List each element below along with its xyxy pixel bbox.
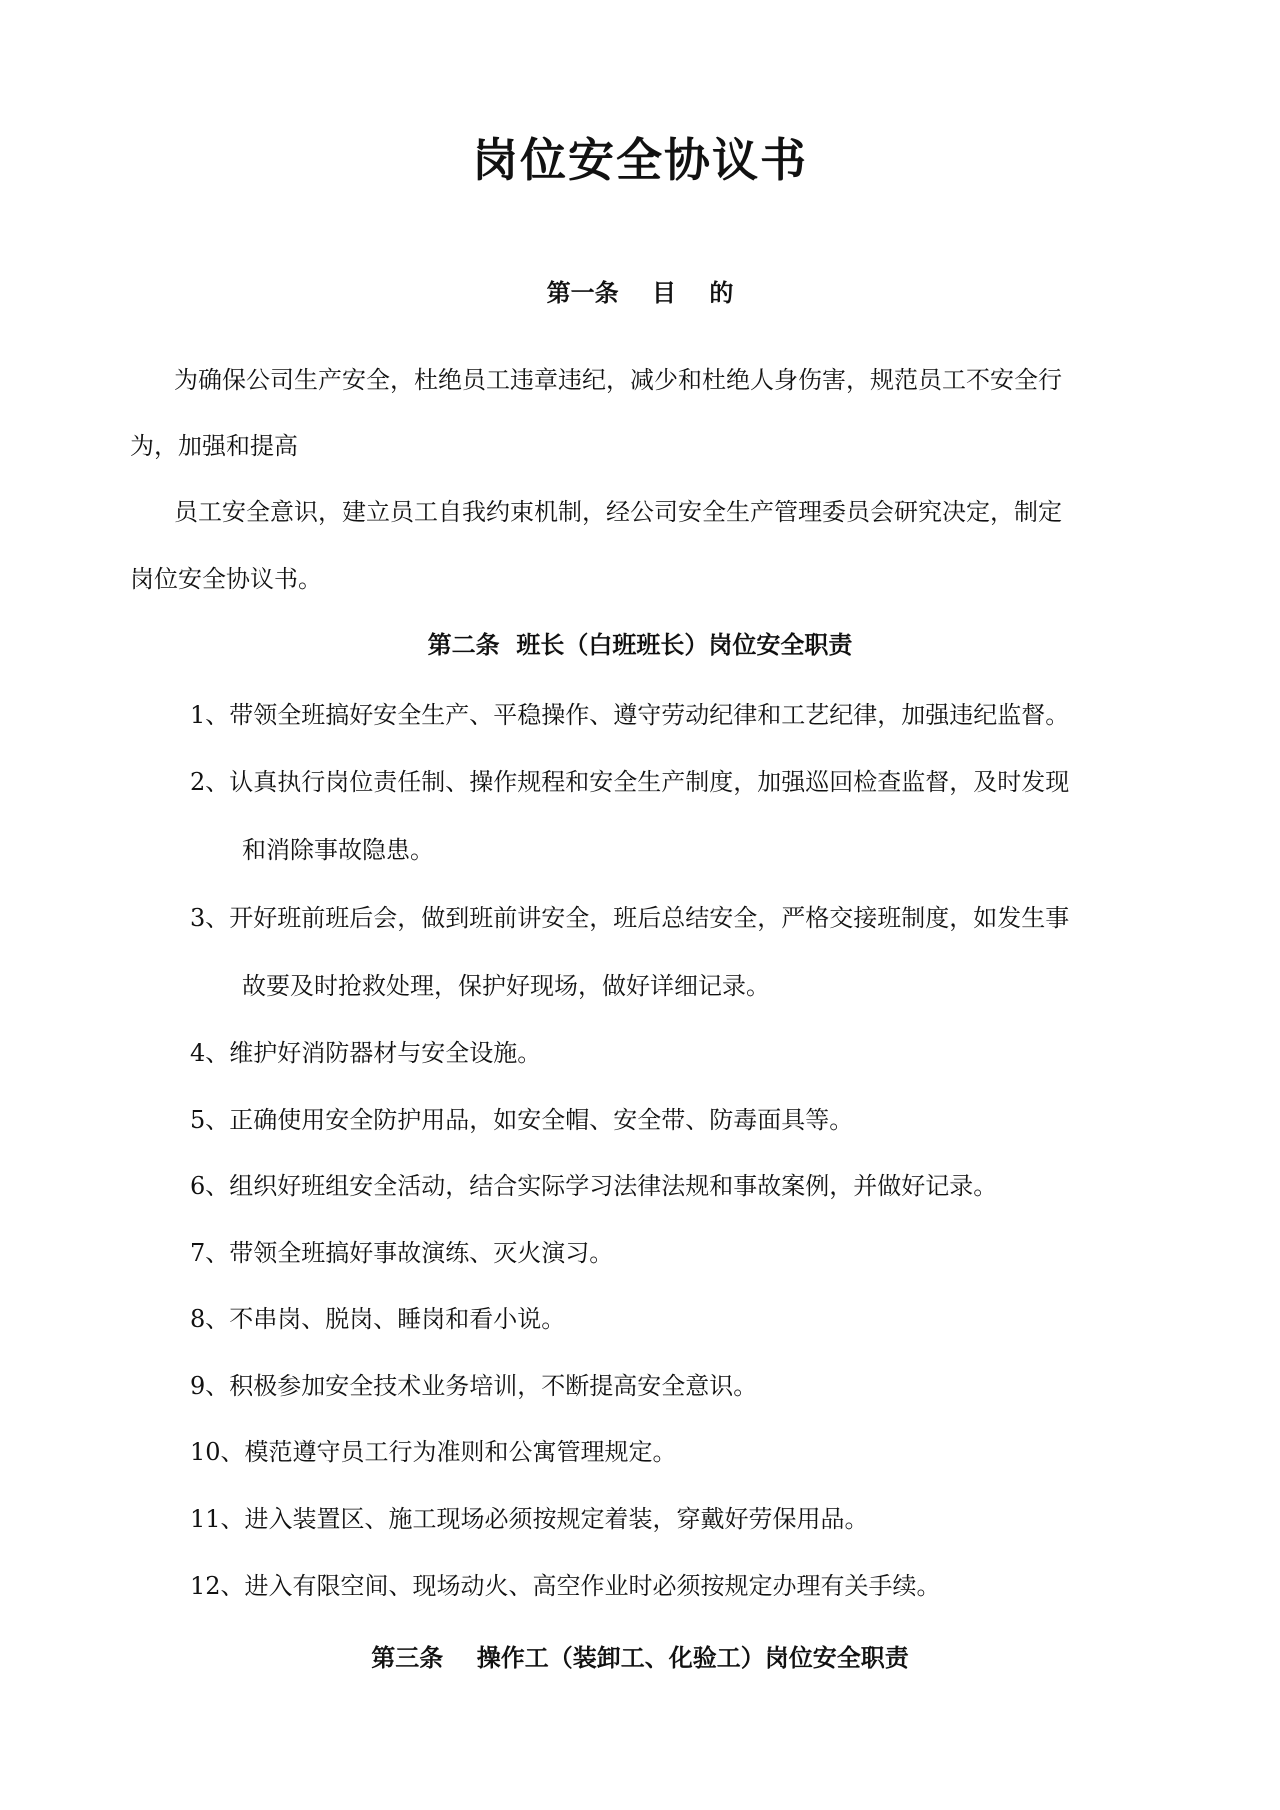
document-title: 岗位安全协议书 [472, 133, 808, 187]
article1-paragraph1-line2: 为，加强和提高 [130, 432, 298, 460]
list-item-continuation: 和消除事故隐患。 [242, 836, 434, 864]
list-item: 8、不串岗、脱岗、睡岗和看小说。 [190, 1305, 566, 1333]
article1-paragraph1-line1: 为确保公司生产安全，杜绝员工违章违纪，减少和杜绝人身伤害，规范员工不安全行 [174, 366, 1062, 394]
list-item: 4、维护好消防器材与安全设施。 [190, 1039, 542, 1067]
article2-heading: 第二条 班长（白班班长）岗位安全职责 [427, 630, 853, 659]
list-item-continuation: 故要及时抢救处理，保护好现场，做好详细记录。 [242, 972, 770, 1000]
list-item: 10、模范遵守员工行为准则和公寓管理规定。 [190, 1438, 677, 1466]
list-item: 9、积极参加安全技术业务培训，不断提高安全意识。 [190, 1372, 758, 1400]
list-item: 7、带领全班搞好事故演练、灭火演习。 [190, 1239, 614, 1267]
list-item: 11、进入装置区、施工现场必须按规定着装，穿戴好劳保用品。 [190, 1505, 869, 1533]
article3-heading: 第三条 操作工（装卸工、化验工）岗位安全职责 [371, 1643, 909, 1672]
list-item: 1、带领全班搞好安全生产、平稳操作、遵守劳动纪律和工艺纪律，加强违纪监督。 [190, 701, 1070, 729]
article1-heading: 第一条 目 的 [546, 278, 734, 307]
list-item: 6、组织好班组安全活动，结合实际学习法律法规和事故案例，并做好记录。 [190, 1172, 998, 1200]
article1-paragraph2-line2: 岗位安全协议书。 [130, 565, 322, 593]
list-item: 5、正确使用安全防护用品，如安全帽、安全带、防毒面具等。 [190, 1106, 854, 1134]
list-item: 12、进入有限空间、现场动火、高空作业时必须按规定办理有关手续。 [190, 1572, 941, 1600]
list-item: 2、认真执行岗位责任制、操作规程和安全生产制度，加强巡回检查监督，及时发现 [190, 768, 1070, 796]
article1-paragraph2-line1: 员工安全意识，建立员工自我约束机制，经公司安全生产管理委员会研究决定，制定 [174, 498, 1062, 526]
list-item: 3、开好班前班后会，做到班前讲安全，班后总结安全，严格交接班制度，如发生事 [190, 904, 1070, 932]
